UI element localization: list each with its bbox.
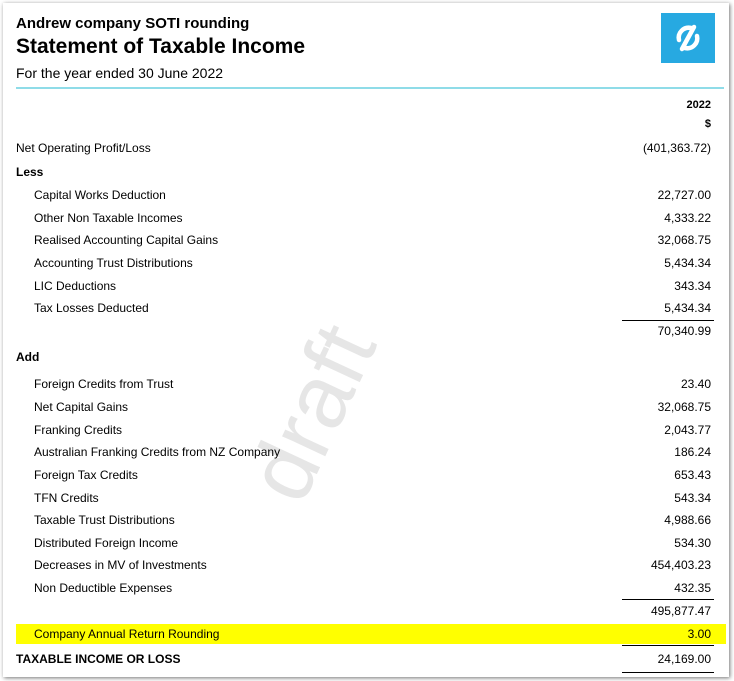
row-label: Foreign Tax Credits <box>34 468 138 482</box>
subtotal-rule <box>622 599 714 600</box>
statement-row <box>3 533 729 553</box>
brand-logo-icon <box>661 13 715 63</box>
row-amount: 22,727.00 <box>657 188 711 202</box>
row-amount: 32,068.75 <box>657 233 711 247</box>
period-subtitle: For the year ended 30 June 2022 <box>16 65 224 81</box>
row-label: Taxable Trust Distributions <box>34 513 175 527</box>
statement-row <box>3 185 729 205</box>
row-label: Non Deductible Expenses <box>34 581 173 595</box>
row-amount: 32,068.75 <box>657 400 711 414</box>
row-amount: 454,403.23 <box>650 558 711 572</box>
row-amount: 4,988.66 <box>664 513 711 527</box>
row-amount: 343.34 <box>674 279 711 293</box>
row-amount: 495,877.47 <box>650 604 711 618</box>
row-label: Less <box>16 165 44 179</box>
statement-row <box>3 510 729 530</box>
row-label: TAXABLE INCOME OR LOSS <box>16 652 181 666</box>
row-amount: 543.34 <box>674 491 711 505</box>
row-label: Net Operating Profit/Loss <box>16 141 151 155</box>
row-amount: 534.30 <box>674 536 711 550</box>
row-label: Other Non Taxable Incomes <box>34 211 183 225</box>
total-rule <box>622 645 714 646</box>
year-column-header: 2022 <box>686 99 711 111</box>
subtotal-row <box>3 321 729 341</box>
statement-row <box>3 253 729 273</box>
rounding-row <box>3 624 729 644</box>
statement-row <box>3 230 729 250</box>
company-name: Andrew company SOTI rounding <box>16 15 250 32</box>
page-title: Statement of Taxable Income <box>16 35 306 58</box>
row-label: Foreign Credits from Trust <box>34 377 174 391</box>
row-label: Accounting Trust Distributions <box>34 256 193 270</box>
subtotal-row <box>3 601 729 621</box>
row-amount: 24,169.00 <box>657 652 711 666</box>
currency-header: $ <box>704 118 711 130</box>
statement-row <box>3 442 729 462</box>
row-label: Add <box>16 350 40 364</box>
row-label: Tax Losses Deducted <box>34 301 149 315</box>
statement-row <box>3 397 729 417</box>
row-label: Franking Credits <box>34 423 123 437</box>
row-amount: 653.43 <box>674 468 711 482</box>
row-label: Company Annual Return Rounding <box>34 627 220 641</box>
statement-page <box>3 3 729 677</box>
section-heading-add <box>3 347 729 367</box>
row-amount: 5,434.34 <box>664 256 711 270</box>
row-amount: 23.40 <box>680 377 711 391</box>
row-amount: 432.35 <box>674 581 711 595</box>
header-rule <box>16 87 724 89</box>
row-amount: 5,434.34 <box>664 301 711 315</box>
total-row <box>3 649 729 669</box>
draft-watermark: draft <box>228 310 396 516</box>
statement-row <box>3 578 729 598</box>
statement-row <box>3 276 729 296</box>
row-amount: 3.00 <box>687 627 711 641</box>
statement-row <box>3 298 729 318</box>
row-amount: 70,340.99 <box>657 324 711 338</box>
statement-row <box>3 465 729 485</box>
row-label: Realised Accounting Capital Gains <box>34 233 219 247</box>
row-amount: 186.24 <box>674 445 711 459</box>
row-label: Net Capital Gains <box>34 400 129 414</box>
statement-row <box>3 488 729 508</box>
row-label: Distributed Foreign Income <box>34 536 179 550</box>
section-heading-less <box>3 162 729 182</box>
row-amount: 2,043.77 <box>664 423 711 437</box>
total-double-rule <box>622 672 714 673</box>
row-label: Decreases in MV of Investments <box>34 558 207 572</box>
row-label: Australian Franking Credits from NZ Company <box>34 445 281 459</box>
statement-row <box>3 374 729 394</box>
statement-row <box>3 555 729 575</box>
row-label: Capital Works Deduction <box>34 188 166 202</box>
row-amount: 4,333.22 <box>664 211 711 225</box>
row-label: LIC Deductions <box>34 279 117 293</box>
statement-row <box>3 138 729 158</box>
row-label: TFN Credits <box>34 491 99 505</box>
statement-row <box>3 420 729 440</box>
statement-row <box>3 208 729 228</box>
row-amount: (401,363.72) <box>642 141 711 155</box>
